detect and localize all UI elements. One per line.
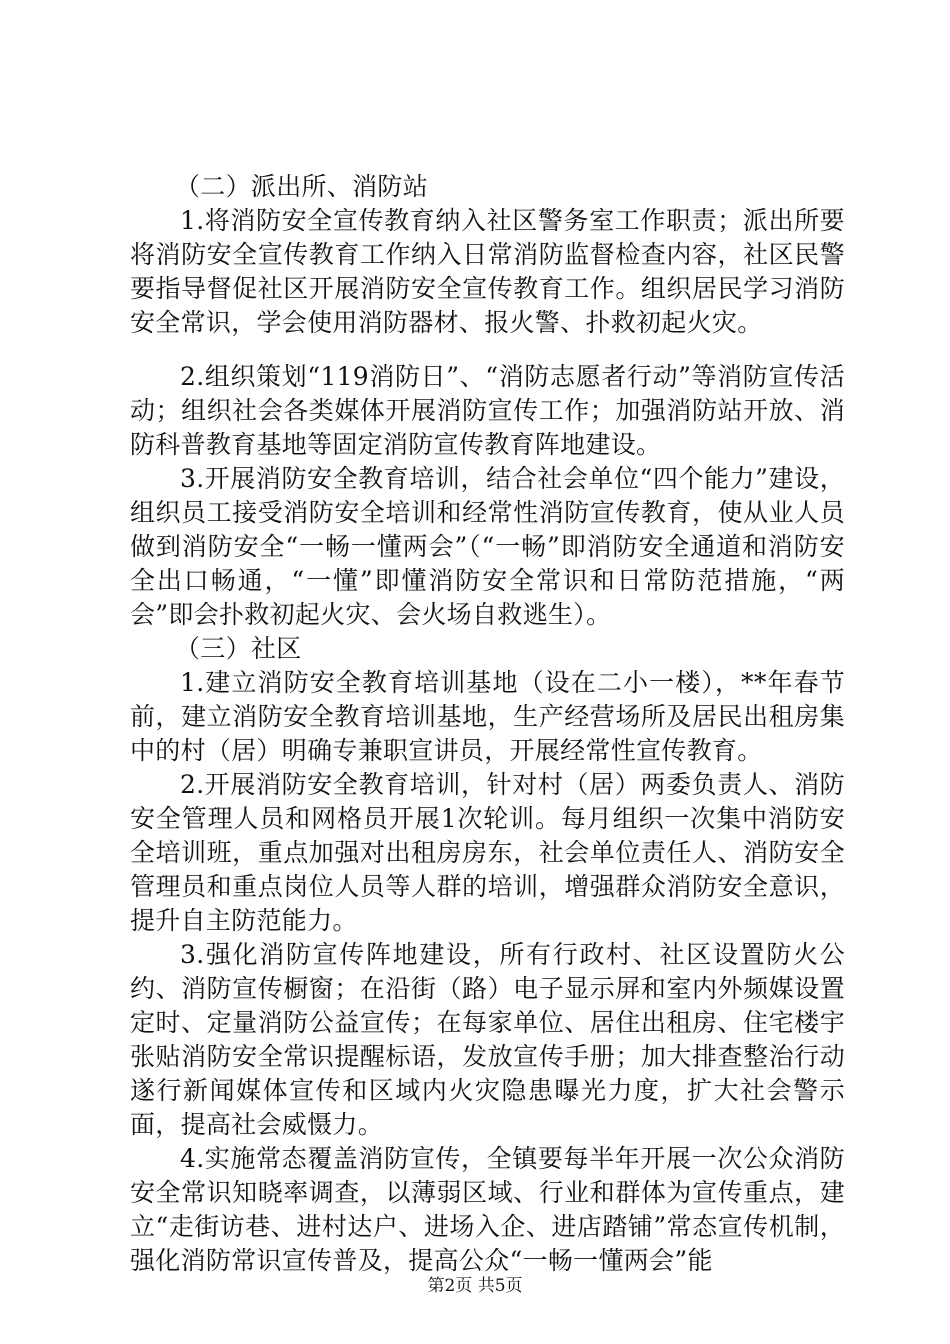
paragraph-community-1: 1.建立消防安全教育培训基地（设在二小一楼），**年春节前，建立消防安全教育培训基地，生产经营场所及居民出租房集中的村（居）明确专兼职宣讲员，开展经常性宣传教育。	[130, 668, 845, 765]
paragraph-police-1: 1.将消防安全宣传教育纳入社区警务室工作职责；派出所要将消防安全宣传教育工作纳入日常消防监督检查内容，社区民警要指导督促社区开展消防安全宣传教育工作。组织居民学习消防安全常识，学会使用消防器材、报火警、扑救初起火灾。	[130, 206, 845, 337]
paragraph-gap	[130, 340, 845, 360]
paragraph-community-4: 4.实施常态覆盖消防宣传，全镇要每半年开展一次公众消防安全常识知晓率调查，以薄弱区域、行业和群体为宣传重点，建立“走街访巷、进村达户、进场入企、进店踏铺”常态宣传机制，强化消防常识宣传普及，提高公众“一畅一懂两会”能	[130, 1144, 845, 1275]
document-body	[130, 170, 845, 1278]
section-heading-police-fire-station: （二）派出所、消防站	[175, 172, 429, 201]
paragraph-police-2: 2.组织策划“119消防日”、“消防志愿者行动”等消防宣传活动；组织社会各类媒体开展消防宣传工作；加强消防站开放、消防科普教育基地等固定消防宣传教育阵地建设。	[130, 362, 845, 459]
section-heading-community: （三）社区	[175, 634, 302, 663]
page-footer: 第2页 共5页	[427, 1276, 523, 1296]
paragraph-community-3: 3.强化消防宣传阵地建设，所有行政村、社区设置防火公约、消防宣传橱窗；在沿街（路）电子显示屏和室内外频媒设置定时、定量消防公益宣传；在每家单位、居住出租房、住宅楼宇张贴消防安全常识提醒标语，发放宣传手册；加大排查整治行动遂行新闻媒体宣传和区域内火灾隐患曝光力度，扩大社会警示面，提高社会威慑力。	[130, 940, 845, 1139]
paragraph-police-3: 3.开展消防安全教育培训，结合社会单位“四个能力”建设，组织员工接受消防安全培训和经常性消防宣传教育，使从业人员做到消防安全“一畅一懂两会”（“一畅”即消防安全通道和消防安全出口畅通，“一懂”即懂消防安全常识和日常防范措施，“两会”即会扑救初起火灾、会火场自救逃生）。	[130, 464, 845, 629]
paragraph-community-2: 2.开展消防安全教育培训，针对村（居）两委负责人、消防安全管理人员和网格员开展1次轮训。每月组织一次集中消防安全培训班，重点加强对出租房房东，社会单位责任人、消防安全管理员和重点岗位人员等人群的培训，增强群众消防安全意识，提升自主防范能力。	[130, 770, 845, 935]
